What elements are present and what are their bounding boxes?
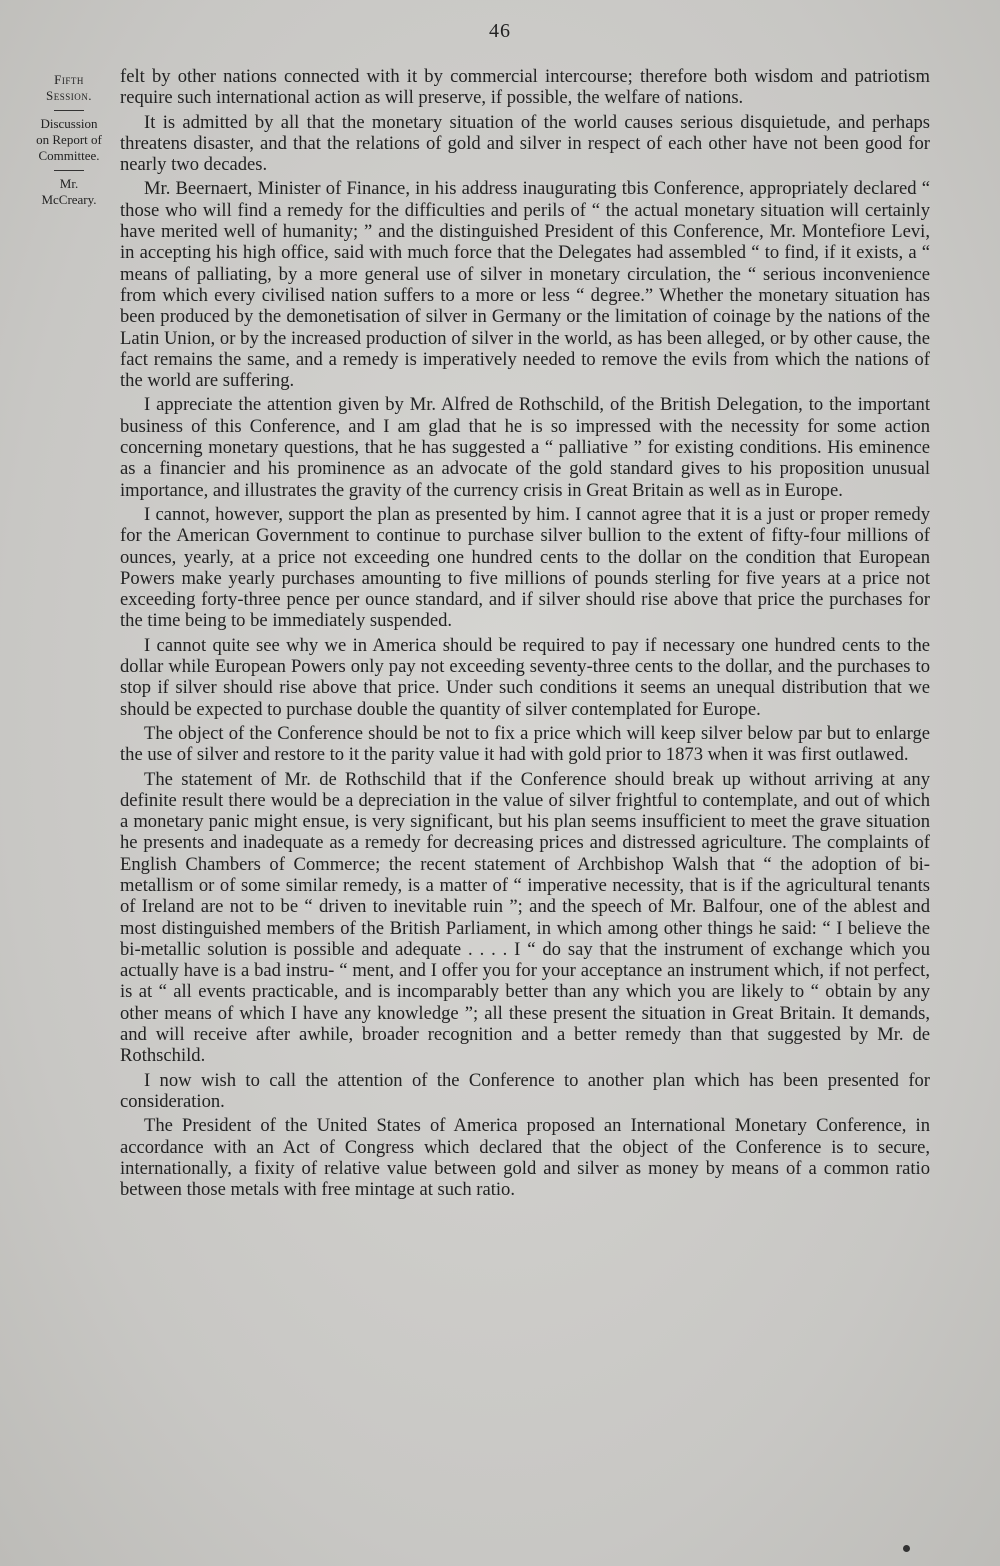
paragraph: Mr. Beernaert, Minister of Finance, in his address inaugurating tbis Conference, appropriately declared “ those who will find a remedy for the difficulties and perils of “ the actual monetary situation will certainly have merited well of humanity; ” and the distinguished President of this Conference, Mr. Montefiore Levi, in accepting his high office, said with much force that the Delegates had assembled “ to find, if it exists, a “ means of palliating, by a more general use of silver in monetary circulation, the “ serious inconvenience from which every civilised nation suffers to a more or less “ degree.” Whether the monetary situation has been produced by the demonetisation of silver in Germany or the limitation of coinage by the nations of the Latin Union, or by the increased production of silver in the world, as has been alleged, or by other cause, the fact remains the same, and a remedy is imperatively needed to remove the evils from which the nations of the world are suffering. xyxy=(120,178,930,392)
ink-spot xyxy=(903,1545,910,1552)
page-number: 46 xyxy=(489,20,511,42)
margin-session-line2: Session. xyxy=(46,88,92,103)
paragraph: I now wish to call the attention of the Conference to another plan which has been presented for consideration. xyxy=(120,1069,930,1112)
paragraph: I appreciate the attention given by Mr. Alfred de Rothschild, of the British Delegation, to the important business of this Conference, and I am glad that he is so impressed with the necessity for some action concerning monetary questions, that he has suggested a “ palliative ” for existing conditions. His eminence as a financier and his prominence as an advocate of the gold standard gives to his proposition unusual importance, and illustrates the gravity of the currency crisis in Great Britain as well as in Europe. xyxy=(120,394,930,501)
margin-discussion-line2: on Report of xyxy=(36,132,102,147)
margin-speaker-line1: Mr. xyxy=(59,176,79,191)
margin-discussion-line1: Discussion xyxy=(40,116,98,131)
margin-rule xyxy=(54,110,84,111)
paragraph: I cannot, however, support the plan as presented by him. I cannot agree that it is a just or proper remedy for the American Government to continue to purchase silver bullion to the extent of fifty-four millions of ounces, yearly, at a price not exceeding one hundred cents to the dollar on the condition that European Powers make yearly purchases amounting to five millions of pounds sterling for five years at a price not exceeding forty-three pence per ounce standard, and if silver should rise above that price the purchases for the time being to be immediately suspended. xyxy=(120,503,930,632)
margin-speaker-line2: McCreary. xyxy=(41,192,97,207)
paragraph: The statement of Mr. de Rothschild that if the Conference should break up without arriving at any definite result there would be a depreciation in the value of silver frightful to contemplate, and out of which a monetary panic might ensue, is very significant, but his plan seems insufficient to meet the grave situation he presents and inadequate as a remedy for decreasing prices and distressed agriculture. The complaints of English Chambers of Commerce; the recent statement of Archbishop Walsh that “ the adoption of bi-metallism or of some similar remedy, is a matter of “ imperative necessity, that is if the agricultural tenants of Ireland are not to be “ driven to inevitable ruin ”; and the speech of Mr. Balfour, one of the ablest and most distinguished members of the British Parliament, in which among other things he said: “ I believe the bi-metallic solution is possible and adequate . . . . I “ do say that the instrument of exchange which you actually have is a bad instru- “ ment, and I offer you for your acceptance an instrument which, if not perfect, is at “ all events practicable, and is incomparably better than any which you are likely to “ obtain by any other means of which I have any knowledge ”; all these present the situation in Great Britain. It demands, and will receive after awhile, broader recognition and a better remedy than that suggested by Mr. de Rothschild. xyxy=(120,768,930,1067)
paragraph: It is admitted by all that the monetary situation of the world causes serious disquietude, and perhaps threatens disaster, and that the relations of gold and silver in respect of each other have not been good for nearly two decades. xyxy=(120,111,930,176)
margin-discussion-line3: Committee. xyxy=(38,148,100,163)
margin-session-line1: Fifth xyxy=(54,72,84,87)
paragraph: The object of the Conference should be not to fix a price which will keep silver below par but to enlarge the use of silver and restore to it the parity value it had with gold prior to 1873 when it was first outlawed. xyxy=(120,722,930,766)
margin-notes xyxy=(18,72,120,208)
body-text xyxy=(120,66,930,1203)
paragraph: felt by other nations connected with it by commercial intercourse; therefore both wisdom and patriotism require such international action as will preserve, if possible, the welfare of nations. xyxy=(120,66,930,109)
paragraph: I cannot quite see why we in America should be required to pay if necessary one hundred cents to the dollar while European Powers only pay not exceeding seventy-three cents to the dollar, and the purchases to stop if silver should rise above that price. Under such conditions it seems an unequal distribution that we should be expected to purchase double the quantity of silver contemplated for Europe. xyxy=(120,634,930,720)
margin-rule xyxy=(54,170,84,171)
paragraph: The President of the United States of America proposed an International Monetary Conference, in accordance with an Act of Congress which declared that the object of the Conference is to secure, internationally, a fixity of relative value between gold and silver as money by means of a common ratio between those metals with free mintage at such ratio. xyxy=(120,1115,930,1201)
